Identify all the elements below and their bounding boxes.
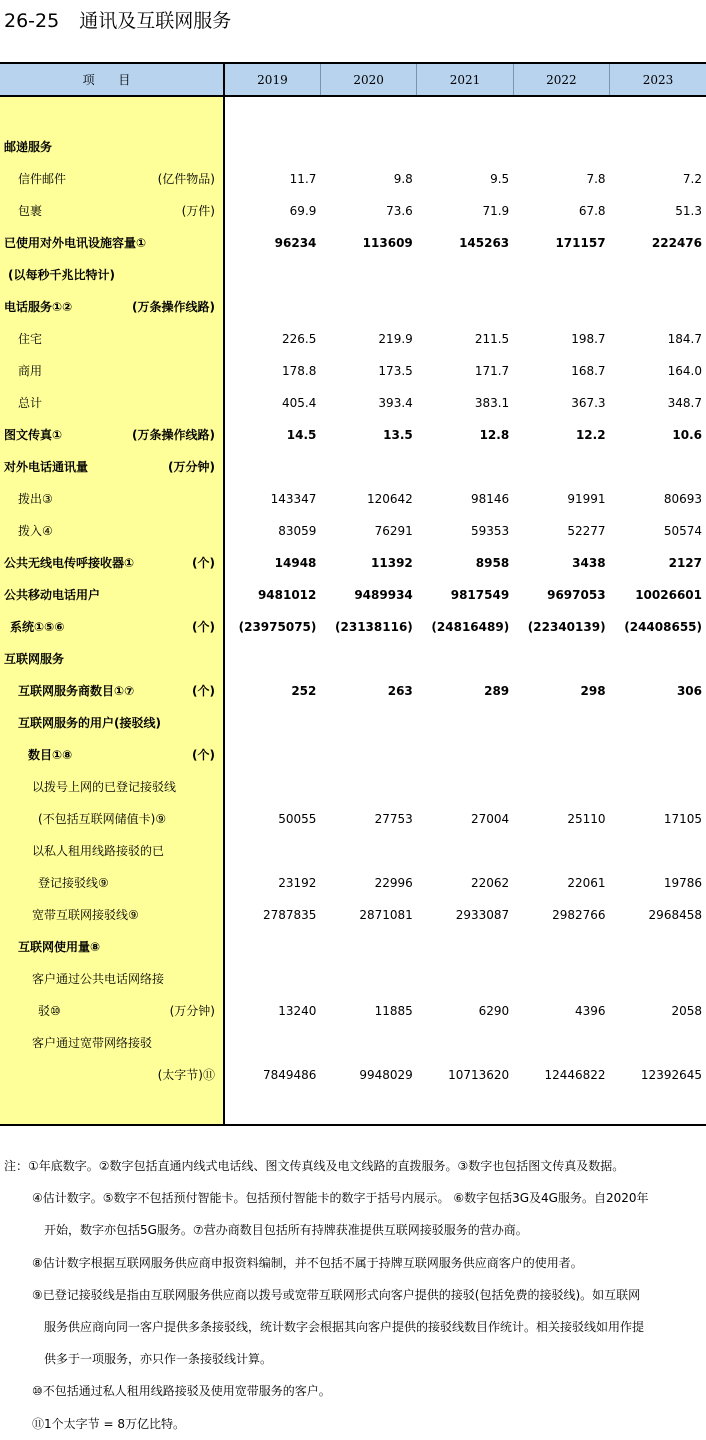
- footnote-line: ④估计数字。⑤数字不包括预付智能卡。包括预付智能卡的数字于括号内展示。 ⑥数字包括3G及4G服务。自2020年: [32, 1191, 649, 1206]
- value-cell: 9481012: [257, 588, 317, 602]
- value-cell: 178.8: [282, 364, 317, 378]
- table-row: [0, 1027, 706, 1059]
- value-cell: 12446822: [544, 1068, 606, 1082]
- row-label: 客户通过公共电话网络接: [32, 972, 165, 986]
- table-row: [0, 291, 706, 323]
- value-cell: 25110: [567, 812, 606, 826]
- table-title: 通讯及互联网服务: [79, 10, 232, 32]
- row-label: 已使用对外电讯设施容量①: [4, 236, 147, 250]
- value-cell: [610, 771, 706, 803]
- row-label-cell: [0, 739, 224, 771]
- value-cell: 50574: [663, 524, 702, 538]
- row-label: 驳⑩: [38, 1004, 61, 1018]
- value-cell: 14948: [274, 556, 317, 570]
- row-label: 总计: [18, 396, 43, 410]
- value-cell: 19786: [663, 876, 702, 890]
- value-cell: 198.7: [571, 332, 606, 346]
- table-row: [0, 931, 706, 963]
- value-cell: 22996: [374, 876, 413, 890]
- row-label: (不包括互联网储值卡)⑨: [38, 812, 167, 826]
- value-cell: (23138116): [335, 620, 413, 634]
- value-cell: [224, 963, 320, 995]
- table-row: [0, 1091, 706, 1125]
- value-cell: 3438: [572, 556, 606, 570]
- value-cell: [417, 96, 513, 131]
- value-cell: 50055: [278, 812, 317, 826]
- row-label: 系统①⑤⑥: [10, 620, 65, 634]
- value-cell: [417, 1027, 513, 1059]
- row-label-cell: [0, 355, 224, 387]
- value-cell: 113609: [362, 236, 413, 250]
- value-cell: [320, 1091, 416, 1125]
- value-cell: 52277: [567, 524, 606, 538]
- table-row: [0, 323, 706, 355]
- row-unit: (个): [192, 556, 215, 570]
- table-row: [0, 483, 706, 515]
- row-label: 互联网服务的用户(接驳线): [18, 716, 161, 730]
- value-cell: 9817549: [450, 588, 510, 602]
- value-cell: 9.5: [490, 172, 510, 186]
- value-cell: [320, 131, 416, 163]
- value-cell: 2982766: [552, 908, 606, 922]
- year-header: 2022: [513, 63, 609, 96]
- value-cell: [320, 931, 416, 963]
- value-cell: 9948029: [359, 1068, 413, 1082]
- value-cell: [610, 963, 706, 995]
- value-cell: [224, 771, 320, 803]
- footnote-line: ⑨已登记接驳线是指由互联网服务供应商以拨号或宽带互联网形式向客户提供的接驳(包括免费的接驳线)。如互联网: [32, 1287, 641, 1302]
- value-cell: 27004: [470, 812, 510, 826]
- table-row: [0, 739, 706, 771]
- value-cell: 120642: [366, 492, 413, 506]
- value-cell: 2871081: [359, 908, 413, 922]
- value-cell: [224, 643, 320, 675]
- value-cell: 263: [387, 684, 413, 698]
- value-cell: [513, 259, 609, 291]
- value-cell: [610, 707, 706, 739]
- row-label-cell: [0, 611, 224, 643]
- value-cell: 383.1: [474, 396, 510, 410]
- value-cell: [610, 931, 706, 963]
- table-row: [0, 771, 706, 803]
- value-cell: 222476: [651, 236, 702, 250]
- value-cell: [417, 931, 513, 963]
- row-label: 以拨号上网的已登记接驳线: [32, 780, 177, 794]
- value-cell: 80693: [663, 492, 702, 506]
- table-row: [0, 963, 706, 995]
- row-label: 拨入④: [18, 524, 53, 538]
- row-label-cell: [0, 1027, 224, 1059]
- value-cell: 405.4: [282, 396, 317, 410]
- value-cell: 14.5: [286, 428, 317, 442]
- table-row: [0, 259, 706, 291]
- value-cell: (22340139): [527, 620, 606, 634]
- value-cell: [320, 771, 416, 803]
- row-label: 公共移动电话用户: [4, 588, 101, 602]
- value-cell: (24408655): [624, 620, 702, 634]
- value-cell: [513, 835, 609, 867]
- value-cell: [610, 259, 706, 291]
- value-cell: 9489934: [354, 588, 413, 602]
- value-cell: 4396: [575, 1004, 606, 1018]
- value-cell: 13.5: [383, 428, 413, 442]
- value-cell: [320, 291, 416, 323]
- value-cell: [513, 739, 609, 771]
- value-cell: [224, 1027, 320, 1059]
- table-row: [0, 387, 706, 419]
- row-label: 客户通过宽带网络接驳: [32, 1036, 153, 1050]
- table-row: [0, 547, 706, 579]
- value-cell: [417, 963, 513, 995]
- row-label-cell: [0, 323, 224, 355]
- value-cell: [224, 451, 320, 483]
- table-row: [0, 451, 706, 483]
- value-cell: [417, 739, 513, 771]
- value-cell: [224, 259, 320, 291]
- row-label: 以私人租用线路接驳的已: [32, 844, 165, 858]
- value-cell: 145263: [459, 236, 510, 250]
- value-cell: 9.8: [393, 172, 413, 186]
- value-cell: 59353: [470, 524, 510, 538]
- value-cell: [610, 739, 706, 771]
- value-cell: 96234: [274, 236, 317, 250]
- value-cell: 226.5: [282, 332, 317, 346]
- footnote-line: 开始，数字亦包括5G服务。⑦营办商数目包括所有持牌获准提供互联网接驳服务的营办商。: [44, 1223, 528, 1238]
- table-row: [0, 899, 706, 931]
- table-row: [0, 803, 706, 835]
- row-label-cell: [0, 291, 224, 323]
- row-label-cell: [0, 995, 224, 1027]
- value-cell: [417, 707, 513, 739]
- row-label-cell: [0, 195, 224, 227]
- row-label: 商用: [18, 364, 43, 378]
- table-row: [0, 611, 706, 643]
- value-cell: 6290: [478, 1004, 510, 1018]
- row-label-cell: [0, 771, 224, 803]
- value-cell: 211.5: [474, 332, 510, 346]
- value-cell: 184.7: [667, 332, 702, 346]
- value-cell: 73.6: [386, 204, 413, 218]
- value-cell: 11885: [374, 1004, 413, 1018]
- row-label-cell: [0, 515, 224, 547]
- value-cell: 2933087: [455, 908, 510, 922]
- table-row: [0, 163, 706, 195]
- row-unit: (万条操作线路): [132, 428, 215, 442]
- value-cell: 12.2: [575, 428, 606, 442]
- row-unit: (万分钟): [169, 1004, 215, 1018]
- row-label-cell: [0, 163, 224, 195]
- row-unit: (个): [192, 620, 215, 634]
- value-cell: [320, 451, 416, 483]
- row-unit: (个): [192, 684, 215, 698]
- item-header: 项 目: [0, 63, 224, 96]
- value-cell: 17105: [663, 812, 702, 826]
- value-cell: [610, 1027, 706, 1059]
- table-row: [0, 1059, 706, 1091]
- value-cell: 67.8: [578, 204, 606, 218]
- value-cell: [417, 1091, 513, 1125]
- value-cell: [320, 835, 416, 867]
- value-cell: [224, 1091, 320, 1125]
- value-cell: [224, 707, 320, 739]
- year-header: 2020: [320, 63, 416, 96]
- row-unit: (万分钟): [168, 460, 215, 474]
- value-cell: 164.0: [667, 364, 702, 378]
- value-cell: 11.7: [289, 172, 317, 186]
- year-header: 2023: [610, 63, 706, 96]
- value-cell: [224, 739, 320, 771]
- value-cell: [513, 707, 609, 739]
- row-label: 住宅: [18, 332, 43, 346]
- value-cell: (23975075): [238, 620, 317, 634]
- year-header: 2019: [224, 63, 320, 96]
- value-cell: 9697053: [547, 588, 606, 602]
- value-cell: 51.3: [675, 204, 702, 218]
- row-label-cell: [0, 451, 224, 483]
- value-cell: 219.9: [378, 332, 413, 346]
- value-cell: 143347: [270, 492, 317, 506]
- value-cell: 171157: [555, 236, 606, 250]
- value-cell: 11392: [371, 556, 413, 570]
- year-header: 2021: [417, 63, 513, 96]
- row-label: 信件邮件: [18, 172, 67, 186]
- footnote-line: ⑪1个太字节 = 8万亿比特。: [32, 1416, 185, 1431]
- row-label-cell: [0, 96, 224, 131]
- value-cell: [320, 707, 416, 739]
- table-row: [0, 96, 706, 131]
- row-unit: (个): [192, 748, 215, 762]
- value-cell: 83059: [278, 524, 317, 538]
- row-unit: (亿件物品): [157, 172, 215, 186]
- value-cell: 252: [291, 684, 317, 698]
- table-row: [0, 515, 706, 547]
- value-cell: 306: [676, 684, 702, 698]
- row-label-cell: [0, 803, 224, 835]
- table-row: [0, 675, 706, 707]
- table-row: [0, 707, 706, 739]
- value-cell: [513, 291, 609, 323]
- value-cell: 13240: [278, 1004, 317, 1018]
- value-cell: [513, 931, 609, 963]
- row-label: 互联网服务: [4, 652, 65, 666]
- value-cell: [513, 451, 609, 483]
- value-cell: 289: [484, 684, 510, 698]
- table-row: [0, 131, 706, 163]
- value-cell: [513, 131, 609, 163]
- value-cell: [417, 291, 513, 323]
- value-cell: 7.8: [586, 172, 606, 186]
- table-row: [0, 579, 706, 611]
- value-cell: 12.8: [479, 428, 510, 442]
- value-cell: [610, 451, 706, 483]
- row-label-cell: [0, 931, 224, 963]
- footnote-line: 供多于一项服务，亦只作一条接驳线计算。: [44, 1352, 273, 1367]
- value-cell: [513, 96, 609, 131]
- row-label-cell: [0, 707, 224, 739]
- table-row: [0, 419, 706, 451]
- value-cell: [417, 131, 513, 163]
- row-label: 公共无线电传呼接收器①: [4, 556, 135, 570]
- table-number: 26-25: [4, 10, 60, 32]
- row-label-cell: [0, 547, 224, 579]
- table-row: [0, 355, 706, 387]
- value-cell: 2968458: [648, 908, 702, 922]
- value-cell: 367.3: [571, 396, 606, 410]
- value-cell: 10026601: [635, 588, 702, 602]
- table-row: [0, 995, 706, 1027]
- value-cell: 10.6: [672, 428, 702, 442]
- value-cell: [320, 96, 416, 131]
- value-cell: 10713620: [448, 1068, 510, 1082]
- row-label: 电话服务①②: [4, 300, 73, 314]
- row-label: 数目①⑧: [28, 748, 73, 762]
- value-cell: 91991: [567, 492, 606, 506]
- value-cell: [513, 643, 609, 675]
- row-label-cell: [0, 259, 224, 291]
- value-cell: 69.9: [289, 204, 317, 218]
- value-cell: 71.9: [482, 204, 510, 218]
- row-label-cell: [0, 1091, 224, 1125]
- row-label: (以每秒千兆比特计): [8, 268, 115, 282]
- value-cell: [224, 96, 320, 131]
- value-cell: 22061: [567, 876, 606, 890]
- header-row: [0, 63, 706, 96]
- row-label-cell: [0, 131, 224, 163]
- value-cell: [417, 259, 513, 291]
- value-cell: [610, 96, 706, 131]
- value-cell: 12392645: [640, 1068, 702, 1082]
- value-cell: [610, 291, 706, 323]
- footnote-line: 服务供应商向同一客户提供多条接驳线，统计数字会根据其向客户提供的接驳线数目作统计。相关接驳线如用作提: [44, 1320, 645, 1334]
- value-cell: 27753: [374, 812, 413, 826]
- row-label-cell: [0, 1059, 224, 1091]
- value-cell: (24816489): [431, 620, 510, 634]
- value-cell: [224, 931, 320, 963]
- table-body: [0, 96, 706, 1125]
- value-cell: [610, 835, 706, 867]
- footnote-line: ⑩不包括通过私人租用线路接驳及使用宽带服务的客户。: [32, 1384, 331, 1399]
- value-cell: [513, 963, 609, 995]
- value-cell: [320, 1027, 416, 1059]
- row-label: 邮递服务: [4, 140, 53, 154]
- row-label: 拨出③: [18, 492, 53, 506]
- value-cell: 348.7: [667, 396, 702, 410]
- row-label: 登记接驳线⑨: [38, 876, 109, 890]
- row-label: 互联网服务商数目①⑦: [18, 684, 135, 698]
- value-cell: 2127: [668, 556, 702, 570]
- row-label: 宽带互联网接驳线⑨: [32, 908, 139, 922]
- value-cell: [610, 1091, 706, 1125]
- value-cell: [610, 131, 706, 163]
- value-cell: [610, 643, 706, 675]
- row-label: 对外电话通讯量: [4, 460, 89, 474]
- table-row: [0, 195, 706, 227]
- statistics-table: [0, 62, 706, 1126]
- row-label-cell: [0, 483, 224, 515]
- row-label-cell: [0, 643, 224, 675]
- page-title: [4, 6, 231, 33]
- table-row: [0, 227, 706, 259]
- footnote-line: 注：①年底数字。②数字包括直通内线式电话线、图文传真线及电文线路的直拨服务。③数字也包括图文传真及数据。: [4, 1159, 625, 1173]
- value-cell: [417, 771, 513, 803]
- row-label: 互联网使用量⑧: [18, 940, 101, 954]
- value-cell: [320, 739, 416, 771]
- row-label-cell: [0, 835, 224, 867]
- row-label-cell: [0, 227, 224, 259]
- row-label-cell: [0, 419, 224, 451]
- value-cell: 168.7: [571, 364, 606, 378]
- table-row: [0, 867, 706, 899]
- value-cell: [513, 1027, 609, 1059]
- value-cell: [417, 835, 513, 867]
- value-cell: 2058: [671, 1004, 702, 1018]
- value-cell: [417, 643, 513, 675]
- footnote-line: ⑧估计数字根据互联网服务供应商申报资料编制，并不包括不属于持牌互联网服务供应商客户的使用者。: [32, 1255, 583, 1270]
- row-label-cell: [0, 387, 224, 419]
- value-cell: 98146: [470, 492, 510, 506]
- value-cell: 173.5: [378, 364, 413, 378]
- value-cell: 298: [580, 684, 606, 698]
- row-label: 包裹: [18, 204, 43, 218]
- row-label-cell: [0, 675, 224, 707]
- value-cell: [320, 643, 416, 675]
- table-row: [0, 835, 706, 867]
- row-label: 图文传真①: [4, 428, 63, 442]
- value-cell: 7849486: [262, 1068, 317, 1082]
- row-unit: (太字节)⑪: [157, 1068, 215, 1082]
- value-cell: 8958: [475, 556, 510, 570]
- row-label-cell: [0, 867, 224, 899]
- row-label-cell: [0, 899, 224, 931]
- value-cell: 171.7: [474, 364, 510, 378]
- value-cell: 2787835: [262, 908, 317, 922]
- value-cell: 76291: [374, 524, 413, 538]
- value-cell: [320, 963, 416, 995]
- row-unit: (万件): [181, 204, 215, 218]
- value-cell: 7.2: [682, 172, 702, 186]
- value-cell: [513, 1091, 609, 1125]
- row-unit: (万条操作线路): [132, 300, 215, 314]
- table-row: [0, 643, 706, 675]
- value-cell: [513, 771, 609, 803]
- row-label-cell: [0, 963, 224, 995]
- value-cell: 23192: [278, 876, 317, 890]
- value-cell: [224, 291, 320, 323]
- row-label-cell: [0, 579, 224, 611]
- value-cell: [224, 835, 320, 867]
- value-cell: 22062: [470, 876, 510, 890]
- value-cell: 393.4: [378, 396, 413, 410]
- value-cell: [417, 451, 513, 483]
- value-cell: [320, 259, 416, 291]
- value-cell: [224, 131, 320, 163]
